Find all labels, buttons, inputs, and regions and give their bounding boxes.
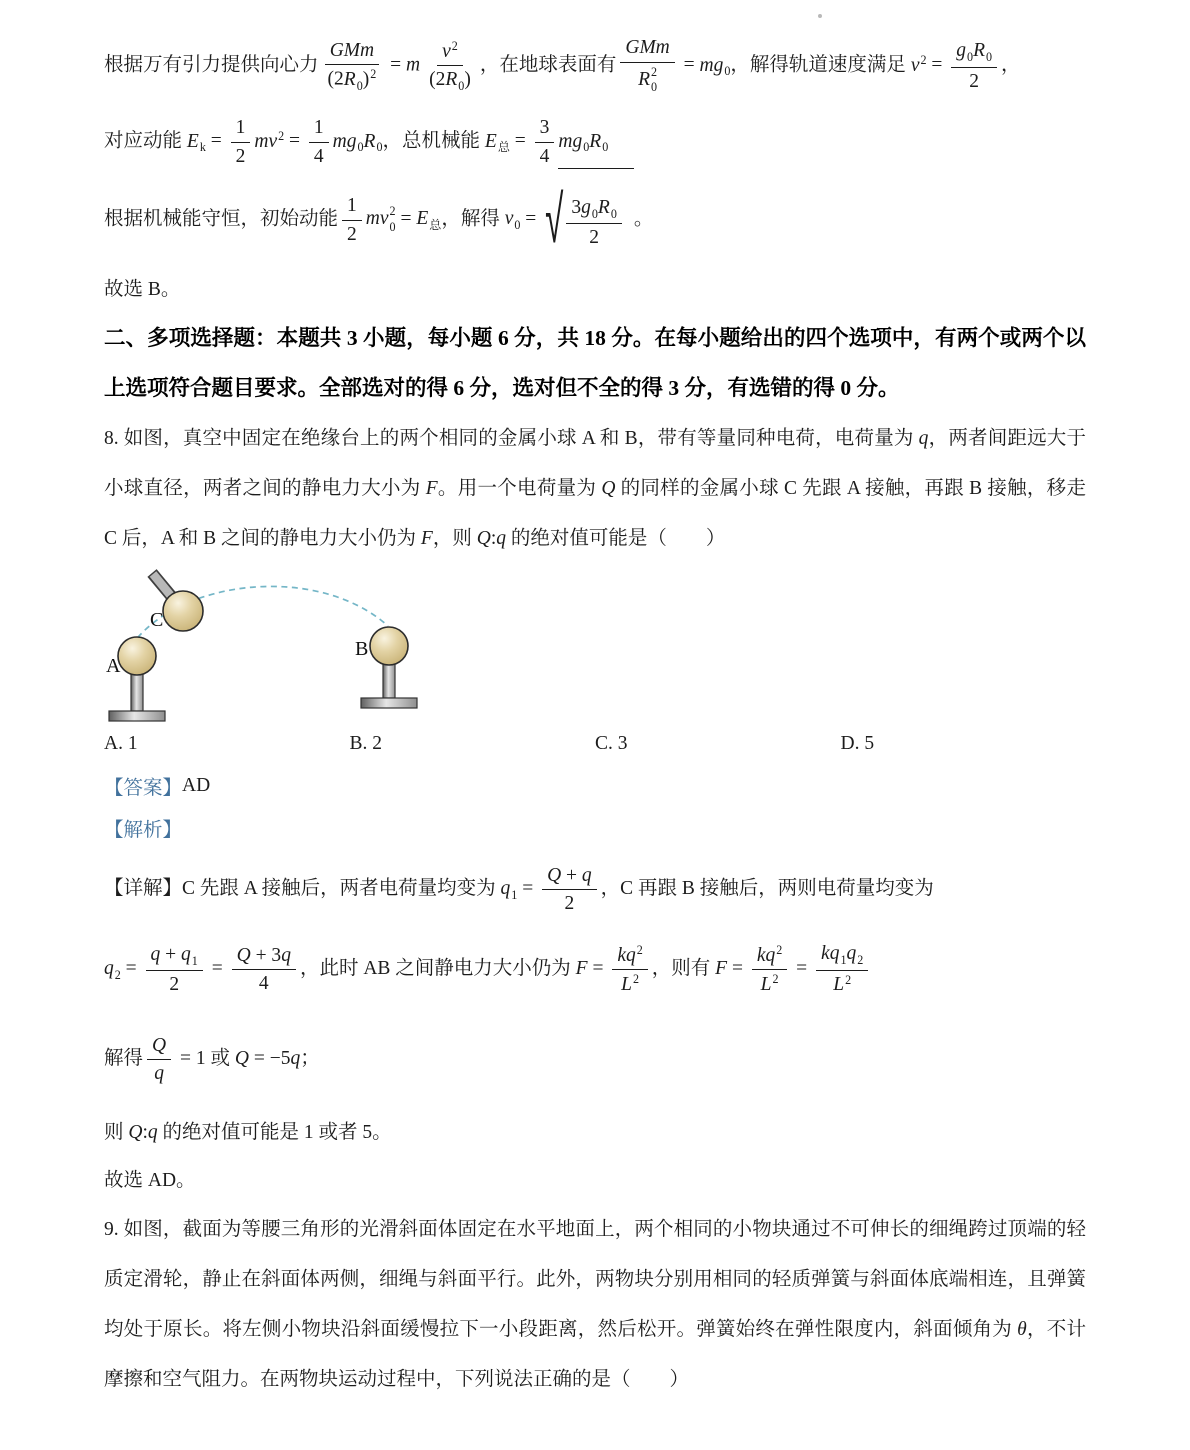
solution7-formula-line-1: 根据万有引力提供向心力 $\frac{\text{GMm}}{(2R_0)^2}$ = m $\frac{v^2}{(2R_0)}$ ，在地球表面有 GMm R 2 0 = $mg_0$，解得轨道速度满足 $v^2$ = $\frac{g_0R_0}{2}$ ， [104,37,1021,95]
solution7-conclusion: 故选 B。 [104,279,181,300]
ball-c-label: C [150,609,164,631]
section2-header: 二、多项选择题：本题共 3 小题，每小题 6 分，共 18 分。在每小题给出的四个选项中，有两个或两个以上选项符合题目要求。全部选对的得 6 分，选对但不全的得 3 分，有选错的得 0 分。 [104,326,1086,400]
stand-b-post [383,663,395,698]
question8-detail-line: 【详解】C 先跟 A 接触后，两者电荷量均变为 $q_1$ = $\frac{Q + q}{2}$ ，C 再跟 B 接触后，两则电荷量均变为 [104,864,934,915]
analysis-label: 【解析】 [104,820,183,841]
option-d: D. 5 [840,733,875,754]
stand-a-post [131,673,143,711]
ball-b [370,627,408,665]
option-c: C. 3 [595,733,628,754]
question8-text: 8. 如图，真空中固定在绝缘台上的两个相同的金属小球 A 和 B，带有等量同种电荷，电荷量为 q，两者间距远大于小球直径，两者之间的静电力大小为 F。用一个电荷量为 Q 的同样的金属小球 C 先跟 A 接触，再跟 B 接触，移走 C 后，A 和 B 之间的静电力大小仍为 F，则 Q:q 的绝对值可能是（ ） [104,428,1086,549]
question8-answer-line [104,765,1086,807]
question8-step2: $q_2$ = $\frac{q + q_1}{2}$ = $\frac{Q + 3q}{4}$ ，此时 AB 之间静电力大小仍为 F = $\frac{kq^2}{L^2}$ ，则有 F = $\frac{kq^2}{L^2}$ = $\frac{kq_1q_2}{L^2}$ [104,929,1086,1009]
ball-a [118,637,156,675]
ball-b-label: B [355,638,369,660]
question9-text: 9. 如图，截面为等腰三角形的光滑斜面体固定在水平地面上，两个相同的小物块通过不可伸长的细绳跨过顶端的轻质定滑轮，静止在斜面体两侧，细绳与斜面平行。此外，两物块分别用相同的轻质弹簧与斜面体底端相连，且弹簧均处于原长。将左侧小物块沿斜面缓慢拉下一小段距离，然后松开。弹簧始终在弹性限度内，斜面倾角为 θ，不计摩擦和空气阻力。在两物块运动过程中，下列说法正确的是（ ） [104,1219,1086,1390]
question8-figure [104,566,1086,723]
question8-analysis-line [104,807,1086,849]
option-a: A. 1 [104,733,138,754]
solution7-formula-line-3: 根据机械能守恒，初始动能 $\frac{1}{2}$ mv 2 0 = $E_总$，解得 $v_0$ = √ $\frac{3g_0R_0}{2}$ 。 [104,168,1086,268]
ball-a-label: A [106,655,121,677]
answer-label: 【答案】 [104,778,183,799]
question8-step4: 则 Q:q 的绝对值可能是 1 或者 5。 [104,1122,392,1143]
stand-b-base [361,698,417,708]
speck-artifact [818,14,822,18]
solution7-formula-line-2: 对应动能 $E_k$ = $\frac{1}{2}$ $mv^2$ = $\frac{1}{4}$ $mg_0R_0$，总机械能 $E_总$ = $\frac{3}{4}$ $mg_0R_0$ [104,117,609,167]
option-b: B. 2 [349,733,383,754]
question8-options [104,723,1086,765]
answer-value: AD [182,775,211,796]
stand-a-base [109,711,165,721]
question8-step3: 解得 $\frac{Q}{q}$ = 1 或 Q = −5q； [104,1034,320,1085]
ball-c [163,591,203,631]
question8-conclusion: 故选 AD。 [104,1170,196,1191]
charged-balls-diagram [104,566,456,723]
